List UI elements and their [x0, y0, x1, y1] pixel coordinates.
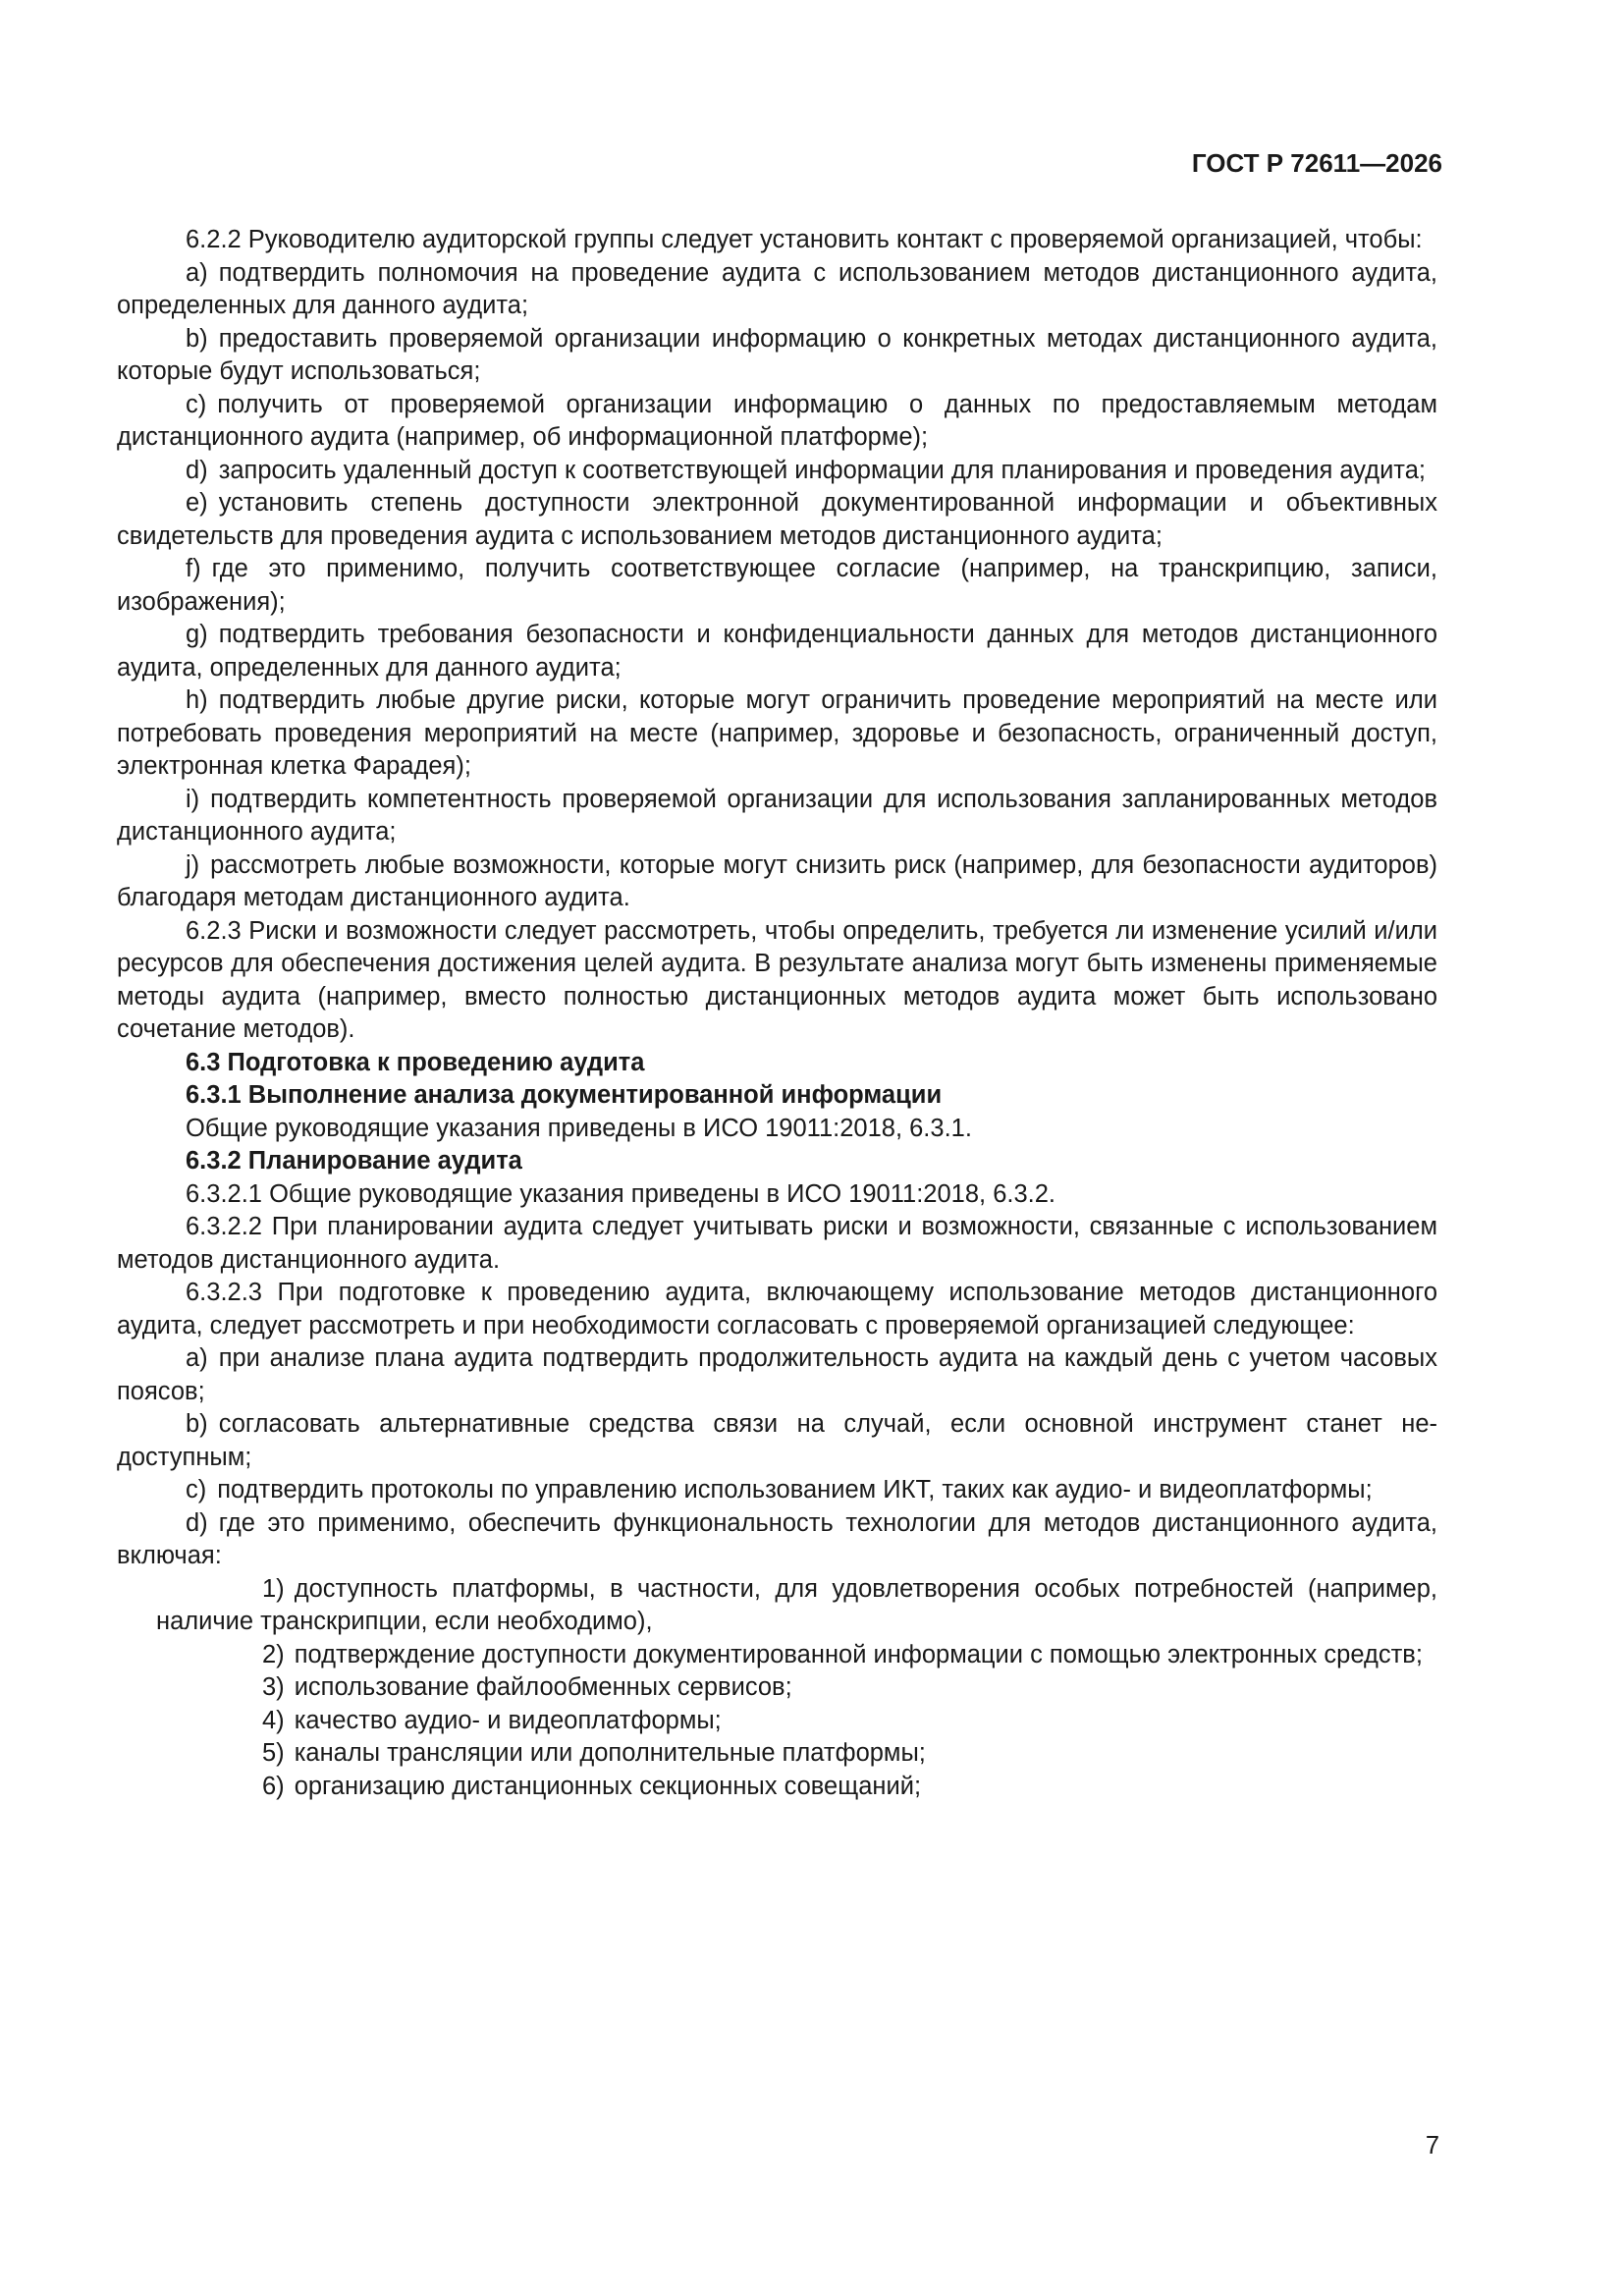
list-marker: 6) [262, 1772, 285, 1800]
sublist-item-4 [117, 1705, 1437, 1738]
list-marker: j) [186, 850, 200, 879]
list-marker: b) [186, 324, 208, 353]
page-number: 7 [1425, 2132, 1439, 2159]
subsection-heading-6-3-2: 6.3.2 Планирование аудита [186, 1147, 522, 1175]
list-item-text: подтверждение доступности документированной информации с помощью электронных средств; [294, 1640, 1423, 1668]
document-body [117, 224, 1437, 1803]
list-item-e [117, 487, 1437, 553]
list-item-d [117, 1507, 1437, 1573]
list-item-text: согласовать альтернативные средства связи на случай, если основной инструмент станет недоступным; [117, 1410, 1437, 1471]
list-marker: i) [186, 785, 200, 813]
list-marker: a) [186, 258, 208, 287]
paragraph-6-3-2-3: 6.3.2.3 При подготовке к проведению аудита, включающему использование методов дистанционного аудита, следует рассмотреть и при необходимости согласовать с проверяемой организацией следующее: [117, 1279, 1437, 1339]
list-item-text: получить от проверяемой организации информацию о данных по предоставляемым методам дистанционного аудита (например, об информационной платформе); [117, 390, 1437, 451]
list-marker: b) [186, 1410, 208, 1438]
sublist-item-1 [117, 1573, 1437, 1639]
list-item-text: организацию дистанционных секционных совещаний; [294, 1772, 922, 1800]
list-item-text: запросить удаленный доступ к соответствующей информации для планирования и проведения аудита; [218, 456, 1426, 484]
list-item-i [117, 784, 1437, 849]
list-item-text: использование файлообменных сервисов; [294, 1673, 792, 1701]
list-item-c [117, 1474, 1437, 1507]
list-item-g [117, 619, 1437, 684]
list-item-text: при анализе плана аудита подтвердить продолжительность аудита на каждый день с учетом часовых поясов; [117, 1344, 1437, 1405]
document-number-header: ГОСТ Р 72611—2026 [1191, 148, 1442, 178]
list-item-text: доступность платформы, в частности, для удовлетворения особых потребностей (например, наличие транскрипции, если необходимо), [156, 1574, 1437, 1635]
sublist-item-6 [117, 1771, 1437, 1804]
list-item-c [117, 389, 1437, 455]
list-marker: g) [186, 621, 208, 648]
list-item-text: установить степень доступности электронной документированной информации и объективных свидетельств для проведения аудита с использованием методов дистанционного аудита; [117, 489, 1437, 550]
list-marker: 1) [262, 1574, 285, 1603]
list-marker: f) [186, 555, 201, 582]
paragraph-6-3-1: Общие руководящие указания приведены в ИСО 19011:2018, 6.3.1. [186, 1114, 972, 1142]
list-marker: a) [186, 1344, 208, 1372]
list-item-text: где это применимо, обеспечить функциональность технологии для методов дистанционного аудита, включая: [117, 1508, 1437, 1569]
section-heading-6-3: 6.3 Подготовка к проведению аудита [186, 1048, 645, 1076]
list-marker: d) [186, 1508, 208, 1537]
list-item-j [117, 849, 1437, 915]
list-marker: d) [186, 456, 208, 484]
list-item-text: каналы трансляции или дополнительные платформы; [294, 1739, 926, 1767]
list-item-text: предоставить проверяемой организации информацию о конкретных методах дистанционного аудита, которые будут использоваться; [117, 324, 1437, 385]
list-item-text: подтвердить любые другие риски, которые могут ограничить проведение мероприятий на месте или потребовать проведения мероприятий на месте (например, здоровье и безопасность, ограниченный доступ, электронная клетка Фарадея); [117, 686, 1437, 780]
list-item-b [117, 1408, 1437, 1474]
list-item-text: подтвердить протоколы по управлению использованием ИКТ, таких как аудио- и видеоплатформы; [217, 1476, 1373, 1503]
list-item-a [117, 1342, 1437, 1408]
list-marker: 2) [262, 1640, 285, 1668]
list-marker: c) [186, 390, 207, 418]
list-item-text: где это применимо, получить соответствующее согласие (например, на транскрипцию, записи, изображения); [117, 555, 1437, 616]
list-marker: 3) [262, 1673, 285, 1701]
list-marker: e) [186, 489, 208, 517]
list-item-f [117, 553, 1437, 619]
list-item-d [117, 455, 1437, 488]
list-item-text: рассмотреть любые возможности, которые могут снизить риск (например, для безопасности аудиторов) благодаря методам дистанционного аудита. [117, 850, 1437, 911]
sublist-item-5 [117, 1737, 1437, 1771]
subsection-heading-6-3-1: 6.3.1 Выполнение анализа документированной информации [186, 1081, 943, 1109]
paragraph-6-2-2: 6.2.2 Руководителю аудиторской группы следует установить контакт с проверяемой организацией, чтобы: [186, 226, 1423, 253]
list-marker: 4) [262, 1706, 285, 1734]
list-item-b [117, 323, 1437, 389]
list-marker: c) [186, 1476, 207, 1503]
list-item-a [117, 257, 1437, 323]
list-item-h [117, 684, 1437, 784]
list-marker: 5) [262, 1739, 285, 1767]
list-item-text: качество аудио- и видеоплатформы; [294, 1706, 722, 1734]
sublist-item-2 [117, 1639, 1437, 1672]
list-marker: h) [186, 686, 208, 714]
list-item-text: подтвердить полномочия на проведение аудита с использованием методов дистанционного аудита, определенных для данного аудита; [117, 258, 1437, 319]
paragraph-6-3-2-1: 6.3.2.1 Общие руководящие указания приведены в ИСО 19011:2018, 6.3.2. [186, 1179, 1055, 1208]
paragraph-6-2-3: 6.2.3 Риски и возможности следует рассмотреть, чтобы определить, требуется ли изменение усилий и/или ресурсов для обеспечения достижения целей аудита. В результате анализа могут быть изменены применяемые методы аудита (например, вместо полностью дистанционных методов аудита может быть использовано сочетание методов). [117, 916, 1437, 1043]
list-item-text: подтвердить компетентность проверяемой организации для использования запланированных методов дистанционного аудита; [117, 785, 1437, 846]
sublist-item-3 [117, 1671, 1437, 1705]
paragraph-6-3-2-2: 6.3.2.2 При планировании аудита следует учитывать риски и возможности, связанные с использованием методов дистанционного аудита. [117, 1213, 1437, 1274]
list-item-text: подтвердить требования безопасности и конфиденциальности данных для методов дистанционного аудита, определенных для данного аудита; [117, 621, 1437, 682]
